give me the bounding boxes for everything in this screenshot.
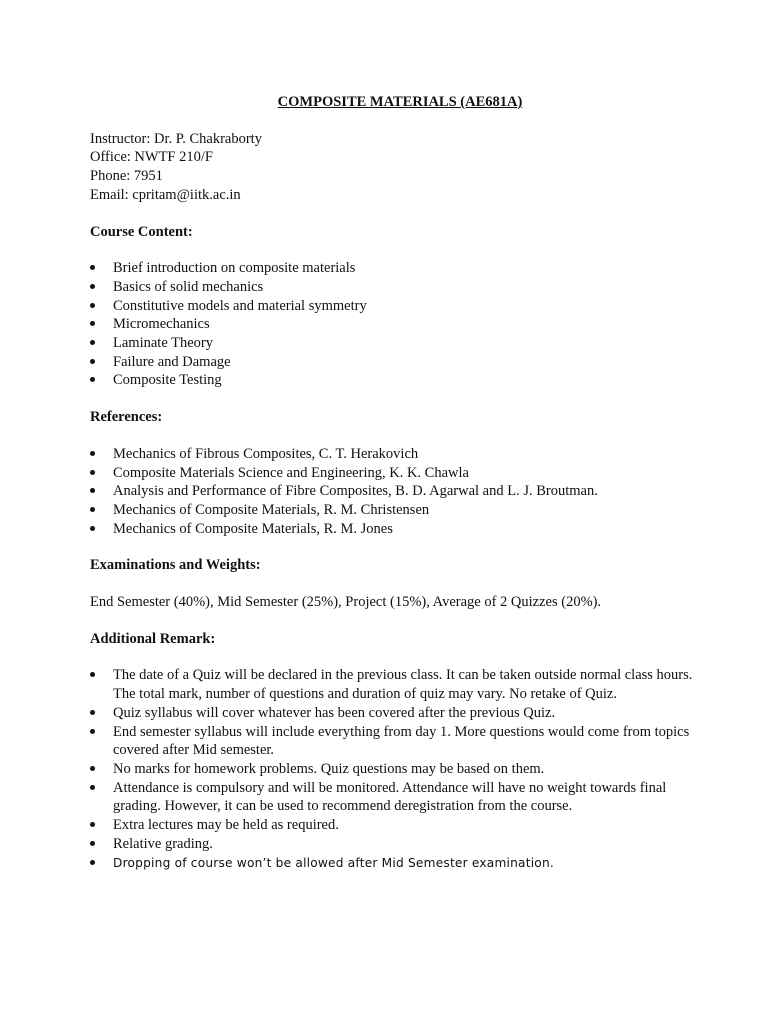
spacer bbox=[90, 612, 710, 630]
list-item bbox=[90, 779, 710, 816]
remarks-heading: Additional Remark: bbox=[90, 630, 216, 647]
list-item-text: Composite Testing bbox=[113, 372, 222, 389]
contact-block bbox=[90, 130, 710, 205]
instructor-line: Instructor: Dr. P. Chakraborty bbox=[90, 130, 262, 147]
list-item bbox=[90, 353, 710, 372]
course-content-heading: Course Content: bbox=[90, 223, 193, 240]
spacer bbox=[90, 205, 710, 223]
list-item bbox=[90, 482, 710, 501]
list-item-text: Mechanics of Fibrous Composites, C. T. Herakovich bbox=[113, 445, 419, 462]
list-item bbox=[90, 464, 710, 483]
list-item bbox=[90, 315, 710, 334]
list-item-text: Mechanics of Composite Materials, R. M. Jones bbox=[113, 520, 393, 537]
list-item-text: Attendance is compulsory and will be monitored. Attendance will have no weight towards final grading. However, it can be used to recommend deregistration from the course. bbox=[113, 779, 667, 815]
list-item-text: Constitutive models and material symmetry bbox=[113, 297, 367, 314]
document-title: COMPOSITE MATERIALS (AE681A) bbox=[277, 94, 523, 110]
list-item-text: Laminate Theory bbox=[113, 335, 213, 352]
list-item-text: End semester syllabus will include everything from day 1. More questions would come from topics covered after Mid semester. bbox=[113, 723, 690, 759]
list-item-text: Brief introduction on composite materials bbox=[113, 260, 356, 277]
syllabus-page bbox=[90, 93, 710, 872]
list-item bbox=[90, 520, 710, 539]
list-item-text: Mechanics of Composite Materials, R. M. Christensen bbox=[113, 501, 430, 518]
list-item bbox=[90, 501, 710, 520]
list-item-text: Extra lectures may be held as required. bbox=[113, 817, 339, 834]
spacer bbox=[90, 648, 710, 666]
list-item bbox=[90, 723, 710, 760]
list-item-text: Relative grading. bbox=[113, 835, 213, 852]
examinations-heading: Examinations and Weights: bbox=[90, 557, 261, 574]
spacer bbox=[90, 241, 710, 259]
list-item bbox=[90, 371, 710, 390]
list-item-text: Failure and Damage bbox=[113, 353, 231, 370]
spacer bbox=[90, 538, 710, 556]
list-item bbox=[90, 334, 710, 353]
list-item-text: Composite Materials Science and Engineering, K. K. Chawla bbox=[113, 464, 469, 481]
list-item bbox=[90, 854, 710, 873]
spacer bbox=[90, 427, 710, 445]
email-line: Email: cpritam@iitk.ac.in bbox=[90, 186, 241, 203]
list-item bbox=[90, 259, 710, 278]
office-line: Office: NWTF 210/F bbox=[90, 149, 213, 166]
phone-line: Phone: 7951 bbox=[90, 168, 163, 185]
references-list bbox=[90, 445, 710, 539]
list-item bbox=[90, 835, 710, 854]
examinations-weights-text: End Semester (40%), Mid Semester (25%), Project (15%), Average of 2 Quizzes (20%). bbox=[90, 594, 602, 611]
list-item bbox=[90, 278, 710, 297]
list-item-text: Micromechanics bbox=[113, 316, 210, 333]
references-heading: References: bbox=[90, 409, 163, 426]
course-content-list bbox=[90, 259, 710, 390]
list-item bbox=[90, 297, 710, 316]
list-item-text: The date of a Quiz will be declared in the previous class. It can be taken outside normal class hours. The total mark, number of questions and duration of quiz may vary. No retake of Quiz. bbox=[113, 667, 693, 703]
list-item bbox=[90, 760, 710, 779]
list-item bbox=[90, 445, 710, 464]
list-item bbox=[90, 704, 710, 723]
remarks-list bbox=[90, 666, 710, 872]
list-item bbox=[90, 816, 710, 835]
list-item-text: Analysis and Performance of Fibre Composites, B. D. Agarwal and L. J. Broutman. bbox=[113, 483, 598, 500]
list-item-text: Dropping of course won’t be allowed after Mid Semester examination. bbox=[113, 855, 554, 870]
spacer bbox=[90, 390, 710, 408]
list-item-text: Quiz syllabus will cover whatever has been covered after the previous Quiz. bbox=[113, 704, 556, 721]
list-item-text: Basics of solid mechanics bbox=[113, 278, 264, 295]
list-item bbox=[90, 666, 710, 703]
spacer bbox=[90, 575, 710, 593]
list-item-text: No marks for homework problems. Quiz questions may be based on them. bbox=[113, 760, 545, 777]
